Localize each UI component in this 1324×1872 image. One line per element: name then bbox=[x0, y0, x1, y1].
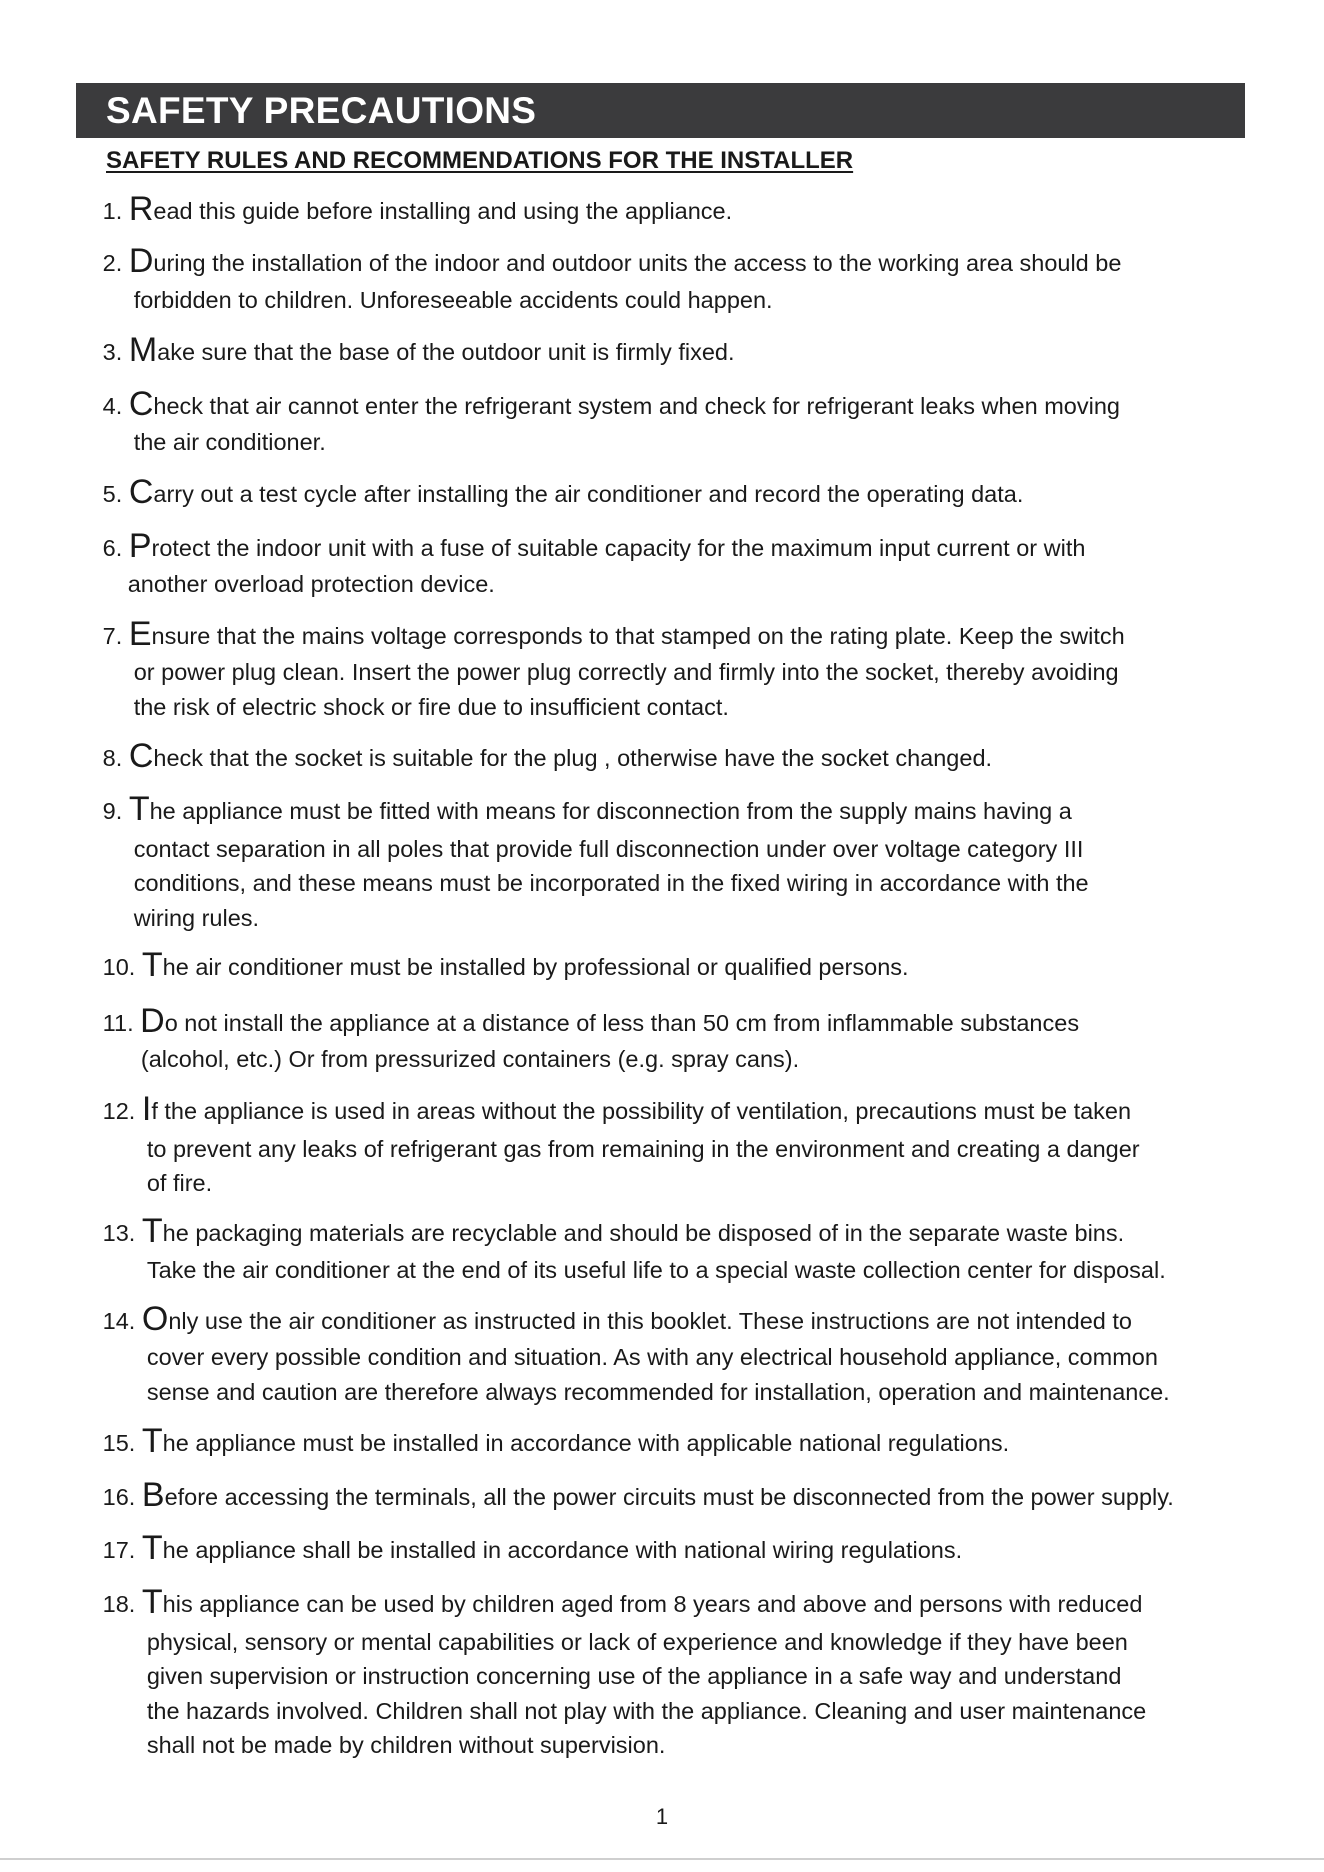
rule-initial-letter: T bbox=[128, 790, 150, 829]
rule-number: 7. bbox=[102, 622, 129, 649]
rule-initial-letter: C bbox=[128, 736, 154, 775]
rule-text: arry out a test cycle after installing the air conditioner and record the operating data. bbox=[153, 480, 1024, 507]
rule-initial-letter: P bbox=[128, 526, 152, 565]
rule-text: ake sure that the base of the outdoor unit is firmly fixed. bbox=[157, 338, 735, 365]
rule-number: 11. bbox=[102, 1009, 141, 1036]
rule-text: his appliance can be used by children aged from 8 years and above and persons with reduced bbox=[162, 1591, 1143, 1618]
rule-number: 10. bbox=[102, 953, 142, 980]
rule-number: 6. bbox=[102, 534, 129, 561]
rule-first-line bbox=[102, 330, 735, 369]
rule-first-line bbox=[102, 189, 733, 228]
rule-continuation-line: or power plug clean. Insert the power plug correctly and firmly into the socket, thereby avoiding bbox=[133, 659, 1119, 686]
rule-text: rotect the indoor unit with a fuse of suitable capacity for the maximum input current or with bbox=[151, 534, 1086, 561]
rule-first-line bbox=[102, 1001, 1080, 1040]
rule-first-line bbox=[102, 736, 993, 775]
rule-first-line bbox=[102, 1529, 963, 1568]
rule-continuation-line: conditions, and these means must be incorporated in the fixed wiring in accordance with the bbox=[133, 870, 1089, 897]
rule-continuation-line: sense and caution are therefore always recommended for installation, operation and maintenance. bbox=[146, 1379, 1170, 1406]
rule-continuation-line: Take the air conditioner at the end of its useful life to a special waste collection center for disposal. bbox=[146, 1257, 1166, 1284]
rule-continuation-line: the air conditioner. bbox=[133, 428, 326, 455]
rule-initial-letter: C bbox=[128, 384, 154, 423]
rule-number: 15. bbox=[102, 1429, 142, 1456]
rule-continuation-line: (alcohol, etc.) Or from pressurized containers (e.g. spray cans). bbox=[140, 1045, 800, 1072]
rule-first-line bbox=[102, 1211, 1125, 1250]
rule-text: heck that air cannot enter the refrigerant system and check for refrigerant leaks when moving bbox=[153, 392, 1120, 419]
rule-text: nly use the air conditioner as instructed in this booklet. These instructions are not intended to bbox=[168, 1308, 1132, 1335]
rule-continuation-line: to prevent any leaks of refrigerant gas from remaining in the environment and creating a danger bbox=[146, 1135, 1140, 1162]
rule-initial-letter: B bbox=[141, 1475, 165, 1514]
rule-number: 5. bbox=[102, 480, 129, 507]
rule-number: 3. bbox=[102, 338, 129, 365]
rule-number: 2. bbox=[102, 250, 129, 277]
rule-text: f the appliance is used in areas without the possibility of ventilation, precautions must be taken bbox=[151, 1098, 1132, 1125]
rule-number: 13. bbox=[102, 1219, 142, 1246]
rule-initial-letter: T bbox=[141, 1529, 163, 1568]
rule-initial-letter: T bbox=[141, 1583, 163, 1622]
rule-initial-letter: D bbox=[140, 1001, 165, 1040]
rule-text: ead this guide before installing and using the appliance. bbox=[153, 197, 733, 224]
rule-number: 14. bbox=[102, 1308, 142, 1335]
rule-first-line bbox=[102, 790, 1072, 829]
rule-number: 4. bbox=[102, 392, 129, 419]
rule-first-line bbox=[102, 384, 1120, 423]
rule-first-line bbox=[102, 614, 1125, 653]
rule-initial-letter: I bbox=[141, 1090, 152, 1129]
rule-continuation-line: the hazards involved. Children shall not play with the appliance. Cleaning and user maintenance bbox=[146, 1697, 1147, 1724]
rule-continuation-line: given supervision or instruction concerning use of the appliance in a safe way and understand bbox=[146, 1663, 1122, 1690]
rule-initial-letter: T bbox=[141, 1421, 163, 1460]
rule-text: he appliance must be fitted with means for disconnection from the supply mains having a bbox=[149, 798, 1072, 825]
rule-initial-letter: C bbox=[128, 472, 154, 511]
rule-text: nsure that the mains voltage corresponds to that stamped on the rating plate. Keep the switch bbox=[151, 622, 1125, 649]
rule-continuation-line: cover every possible condition and situation. As with any electrical household appliance, common bbox=[146, 1344, 1158, 1371]
page-number: 1 bbox=[655, 1804, 669, 1829]
rule-text: he packaging materials are recyclable and should be disposed of in the separate waste bins. bbox=[162, 1219, 1125, 1246]
rule-number: 18. bbox=[102, 1591, 142, 1618]
rule-number: 1. bbox=[102, 197, 129, 224]
rule-number: 17. bbox=[102, 1537, 142, 1564]
rule-initial-letter: M bbox=[128, 330, 158, 369]
rule-continuation-line: shall not be made by children without supervision. bbox=[146, 1732, 666, 1759]
rule-text: uring the installation of the indoor and outdoor units the access to the working area should be bbox=[153, 250, 1122, 277]
rule-number: 8. bbox=[102, 744, 129, 771]
rule-continuation-line: another overload protection device. bbox=[127, 570, 495, 597]
section-subtitle: SAFETY RULES AND RECOMMENDATIONS FOR THE INSTALLER bbox=[106, 147, 854, 174]
rule-initial-letter: T bbox=[141, 945, 163, 984]
rule-number: 12. bbox=[102, 1098, 142, 1125]
rule-initial-letter: R bbox=[128, 189, 154, 228]
rule-text: he appliance must be installed in accordance with applicable national regulations. bbox=[162, 1429, 1010, 1456]
rule-text: he air conditioner must be installed by professional or qualified persons. bbox=[162, 953, 909, 980]
rule-continuation-line: wiring rules. bbox=[133, 905, 260, 932]
rule-text: efore accessing the terminals, all the power circuits must be disconnected from the power supply. bbox=[164, 1483, 1174, 1510]
rule-continuation-line: contact separation in all poles that provide full disconnection under over voltage category III bbox=[133, 835, 1084, 862]
rule-text: heck that the socket is suitable for the plug , otherwise have the socket changed. bbox=[153, 744, 993, 771]
rule-first-line bbox=[102, 472, 1024, 511]
rule-initial-letter: O bbox=[141, 1300, 169, 1339]
rule-initial-letter: E bbox=[128, 614, 152, 653]
rule-first-line bbox=[102, 1421, 1010, 1460]
rule-continuation-line: of fire. bbox=[146, 1170, 213, 1197]
rule-first-line bbox=[102, 1300, 1132, 1339]
rule-number: 9. bbox=[102, 798, 129, 825]
rule-first-line bbox=[102, 1090, 1132, 1129]
header-title: SAFETY PRECAUTIONS bbox=[106, 90, 537, 131]
rule-text: he appliance shall be installed in accordance with national wiring regulations. bbox=[162, 1537, 963, 1564]
rule-continuation-line: the risk of electric shock or fire due to insufficient contact. bbox=[133, 693, 729, 720]
rule-continuation-line: physical, sensory or mental capabilities or lack of experience and knowledge if they have been bbox=[146, 1628, 1128, 1655]
rule-first-line bbox=[102, 1583, 1143, 1622]
rule-initial-letter: D bbox=[128, 242, 154, 281]
rule-text: o not install the appliance at a distance of less than 50 cm from inflammable substances bbox=[164, 1009, 1080, 1036]
rule-first-line bbox=[102, 242, 1122, 281]
rule-initial-letter: T bbox=[141, 1211, 163, 1250]
rule-first-line bbox=[102, 1475, 1174, 1514]
bottom-divider bbox=[0, 1858, 1324, 1860]
section-header bbox=[76, 83, 1245, 138]
rule-number: 16. bbox=[102, 1483, 142, 1510]
rule-continuation-line: forbidden to children. Unforeseeable accidents could happen. bbox=[133, 286, 773, 313]
rule-first-line bbox=[102, 526, 1086, 565]
rule-first-line bbox=[102, 945, 909, 984]
